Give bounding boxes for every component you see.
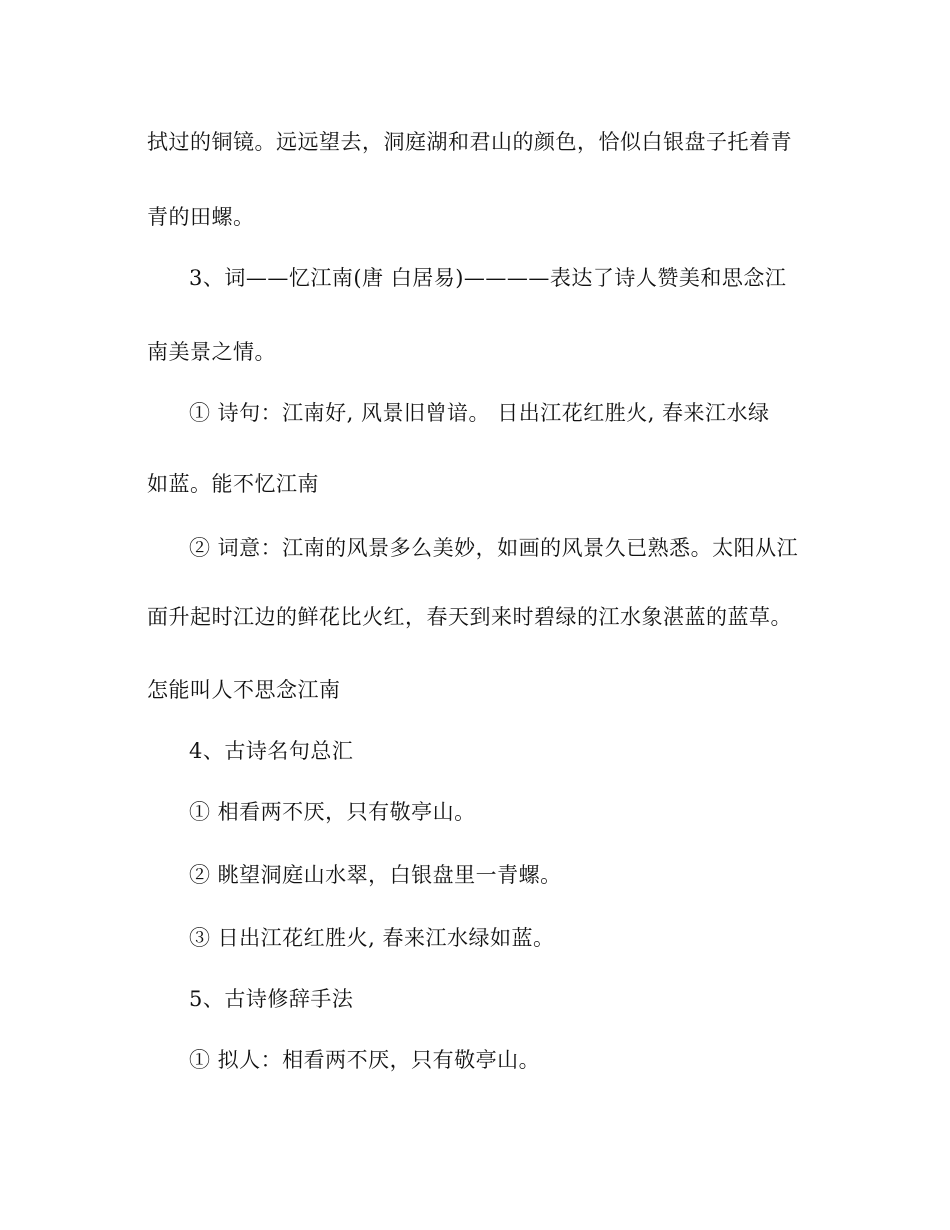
list-item: ① 拟人：相看两不厌，只有敬亭山。 — [189, 1048, 541, 1072]
text-line: 如蓝。能不忆江南 — [147, 472, 319, 496]
list-item: ③ 日出江花红胜火, 春来江水绿如蓝。 — [189, 926, 555, 950]
text-line: 南美景之情。 — [147, 340, 276, 364]
text-line: 青的田螺。 — [147, 205, 255, 229]
list-item: ① 相看两不厌，只有敬亭山。 — [189, 800, 476, 824]
section-heading: 4、古诗名句总汇 — [189, 739, 354, 763]
text-line: 面升起时江边的鲜花比火红，春天到来时碧绿的江水象湛蓝的蓝草。 — [147, 605, 792, 629]
section-heading: 5、古诗修辞手法 — [189, 987, 354, 1011]
text-line: ① 诗句：江南好, 风景旧曾谙。 日出江花红胜火, 春来江水绿 — [189, 401, 770, 425]
text-line: 拭过的铜镜。远远望去，洞庭湖和君山的颜色，恰似白银盘子托着青 — [147, 130, 792, 154]
section-heading: 3、词——忆江南(唐 白居易)————表达了诗人赞美和思念江 — [189, 266, 787, 290]
text-line: ② 词意：江南的风景多么美妙，如画的风景久已熟悉。太阳从江 — [189, 536, 799, 560]
text-line: 怎能叫人不思念江南 — [147, 678, 341, 702]
list-item: ② 眺望洞庭山水翠，白银盘里一青螺。 — [189, 863, 562, 887]
